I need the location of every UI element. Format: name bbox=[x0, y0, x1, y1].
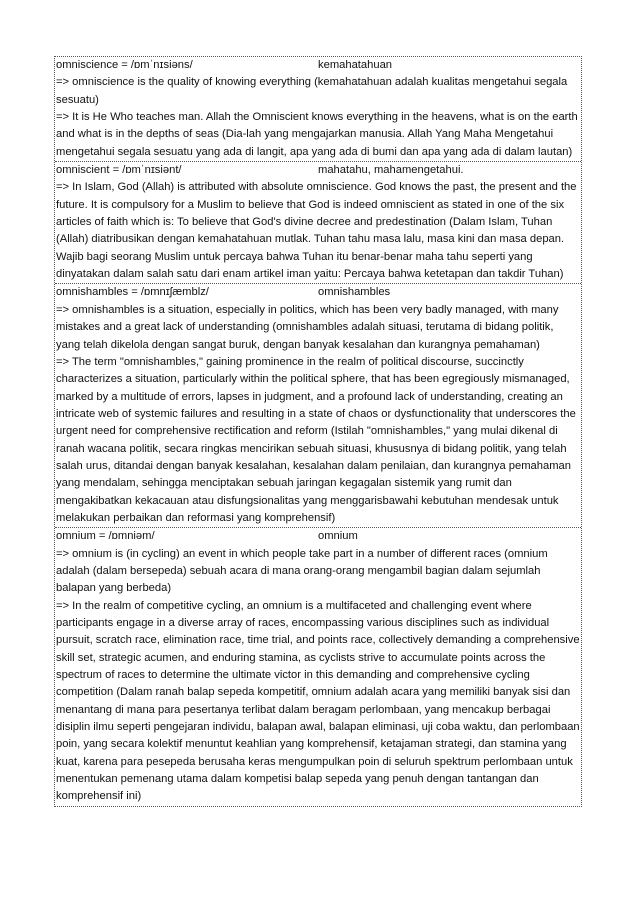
entry-header bbox=[56, 528, 580, 545]
entry-translation: omnishambles bbox=[318, 286, 391, 299]
entry-omnishambles bbox=[55, 283, 581, 527]
entry-translation: omnium bbox=[318, 530, 358, 543]
entry-body bbox=[56, 546, 580, 806]
glossary-document bbox=[54, 56, 582, 807]
entry-term: omniscient = /ɒmˈnɪsiənt/ bbox=[56, 164, 182, 177]
entry-definition: => omniscience is the quality of knowing everything (kemahatahuan adalah kualitas mengetahui segala sesuatu) bbox=[56, 76, 568, 106]
entry-definition: => omnishambles is a situation, especially in politics, which has been very badly managed, with many mistakes and a great lack of understanding (omnishambles adalah situasi, terutama di bidang politik, yang telah dikelola dengan sangat buruk, dengan banyak kesalahan dan kurangnya pemahaman) bbox=[56, 303, 559, 351]
entry-example: => The term "omnishambles," gaining prominence in the realm of political discourse, succinctly characterizes a situation, particularly within the political sphere, that has been egregiously mismanaged, marked by a multitude of errors, lapses in judgment, and a profound lack of understanding, creating an intricate web of systemic failures and resulting in a state of chaos or dysfunctionality that underscores the urgent need for comprehensive rectification and reform (Istilah "omnishambles," yang mulai dikenal di ranah wacana politik, secara ringkas mencirikan sebuah situasi, khususnya di bidang politik, yang telah salah urus, ditandai dengan banyak kesalahan, kesalahan dalam penilaian, dan kurangnya pemahaman yang mendalam, sehingga menciptakan sebuah jaringan kegagalan sistemik yang rumit dan mengakibatkan kekacauan atau disfungsionalitas yang menggarisbawahi kebutuhan mendesak untuk melakukan perbaikan dan reformasi yang komprehensif) bbox=[56, 355, 576, 524]
entry-body bbox=[56, 74, 580, 161]
entry-definition: => omnium is (in cycling) an event in which people take part in a number of different races (omnium adalah (dalam bersepeda) sebuah acara di mana orang-orang mengambil bagian dalam sejumlah balapan yang berbeda) bbox=[56, 547, 548, 595]
entry-header bbox=[56, 162, 580, 179]
entry-body bbox=[56, 179, 580, 283]
entry-example: => In the realm of competitive cycling, an omnium is a multifaceted and challenging event where participants engage in a diverse array of races, encompassing various disciplines such as individual pursuit, scratch race, elimination race, time trial, and points race, collectively demanding a comprehensive skill set, strategic acumen, and enduring stamina, as cyclists strive to accumulate points across the spectrum of races to determine the ultimate victor in this demanding and comprehensive cycling competition (Dalam ranah balap sepeda kompetitif, omnium adalah acara yang memiliki banyak sisi dan menantang di mana para pesertanya terlibat dalam beragam perlombaan, yang mencakup berbagai disiplin ilmu seperti pengejaran individu, balapan awal, balapan eliminasi, uji coba waktu, dan perlombaan poin, yang secara kolektif menuntut keahlian yang komprehensif, ketajaman strategi, dan stamina yang kuat, karena para pesepeda berusaha keras mengumpulkan poin di seluruh spektrum perlombaan untuk menentukan pemenang utama dalam kompetisi balap sepeda yang penuh dengan tantangan dan komprehensif ini) bbox=[56, 599, 580, 803]
entry-example: => In Islam, God (Allah) is attributed with absolute omniscience. God knows the past, the present and the future. It is compulsory for a Muslim to believe that God is indeed omniscient as stated in one of the six articles of faith which is: To believe that God's divine decree and predestination (Dalam Islam, Tuhan (Allah) diatribusikan dengan kemahatahuan mutlak. Tuhan tahu masa lalu, masa kini dan masa depan. Wajib bagi seorang Muslim untuk percaya bahwa Tuhan itu benar-benar maha tahu seperti yang dinyatakan dalam salah satu dari enam artikel iman yaitu: Percaya bahwa ketetapan dan takdir Tuhan) bbox=[56, 181, 577, 281]
entry-omniscient bbox=[55, 161, 581, 283]
entry-term: omniscience = /ɒmˈnɪsiəns/ bbox=[56, 59, 193, 71]
entry-omnium bbox=[55, 527, 581, 806]
entry-term: omnishambles = /ɒmnɪʃæmblz/ bbox=[56, 286, 209, 299]
entry-header bbox=[56, 284, 580, 301]
entry-example: => It is He Who teaches man. Allah the Omniscient knows everything in the heavens, what is on the earth and what is in the depths of seas (Dia-lah yang mengajarkan manusia. Allah Yang Maha Mengetahui mengetahui segala sesuatu yang ada di langit, apa yang ada di bumi dan apa yang ada di dalam lautan) bbox=[56, 111, 578, 158]
entry-term: omnium = /ɒmniəm/ bbox=[56, 530, 155, 543]
entry-translation: kemahatahuan bbox=[318, 59, 393, 71]
entry-body bbox=[56, 302, 580, 527]
entry-omniscience bbox=[55, 57, 581, 161]
entry-header bbox=[56, 57, 580, 74]
entry-translation: mahatahu, mahamengetahui. bbox=[318, 164, 464, 177]
